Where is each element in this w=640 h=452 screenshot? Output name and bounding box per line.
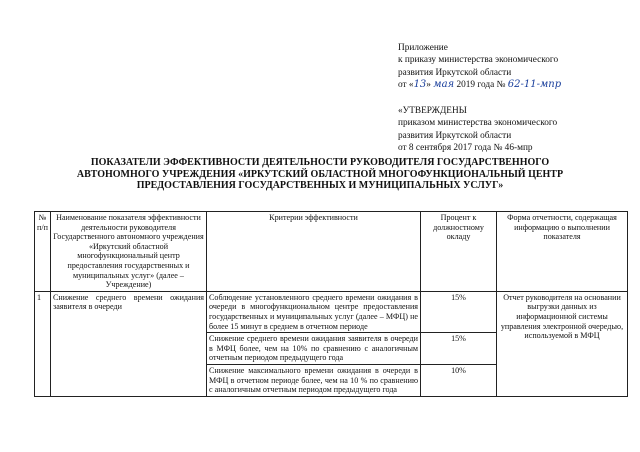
criterion-2: Снижение среднего времени ожидания заявителя в очереди в МФЦ более, чем на 10% по сравнению с аналогичным отчетным периодом предыдущего года bbox=[207, 333, 421, 365]
indicator-name: Снижение среднего времени ожидания заявителя в очереди bbox=[51, 291, 207, 396]
header-number: № п/п bbox=[35, 212, 51, 292]
appendix-line-1: Приложение bbox=[398, 43, 448, 53]
criterion-3: Снижение максимального времени ожидания в очереди в МФЦ в отчетном периоде более, чем на 10 % по сравнению с аналогичным отчетным периодом предыдущего года bbox=[207, 364, 421, 396]
appendix-date-line bbox=[398, 79, 634, 91]
handwritten-day: 13 bbox=[413, 79, 427, 91]
title-line-2: АВТОНОМНОГО УЧРЕЖДЕНИЯ «ИРКУТСКИЙ ОБЛАСТНОЙ МНОГОФУНКЦИОНАЛЬНЫЙ ЦЕНТР bbox=[76, 168, 564, 180]
criterion-2-percent: 15% bbox=[421, 333, 497, 365]
indicators-table bbox=[34, 211, 628, 397]
criterion-3-percent: 10% bbox=[421, 364, 497, 396]
header-percent: Процент к должностному окладу bbox=[421, 212, 497, 292]
appendix-block bbox=[398, 42, 634, 92]
approved-line-1: «УТВЕРЖДЕНЫ bbox=[398, 106, 467, 116]
report-form: Отчет руководителя на основании выгрузки данных из информационной системы управления электронной очередью, используемой в МФЦ bbox=[497, 291, 628, 396]
criterion-1-percent: 15% bbox=[421, 291, 497, 332]
date-prefix: от « bbox=[398, 80, 414, 91]
criterion-1: Соблюдение установленного среднего времени ожидания в очереди в многофункциональном центре предоставления государственных и муниципальных услуг (далее – МФЦ) не более 15 минут в среднем в отчетном периоде bbox=[207, 291, 421, 332]
header-criteria: Критерии эффективности bbox=[207, 212, 421, 292]
date-mid: » bbox=[426, 80, 431, 91]
handwritten-number: 62-11-мпр bbox=[507, 79, 562, 91]
approved-line-3: развития Иркутской области bbox=[398, 130, 512, 141]
approved-line-4: от 8 сентября 2017 года № 46-мпр bbox=[398, 143, 533, 154]
header-indicator-name: Наименование показателя эффективности деятельности руководителя Государственного автономного учреждения «Иркутский областной многофункциональный центр предоставления государственных и муниципальных услуг» (далее – Учреждение) bbox=[51, 212, 207, 292]
header-report-form: Форма отчетности, содержащая информацию о выполнении показателя bbox=[497, 212, 628, 292]
document-title bbox=[38, 157, 602, 192]
table-header-row bbox=[35, 212, 628, 292]
appendix-line-2: к приказу министерства экономического bbox=[398, 55, 559, 66]
year-text: 2019 года № bbox=[456, 80, 506, 91]
appendix-line-3: развития Иркутской области bbox=[398, 67, 512, 78]
approved-line-2: приказом министерства экономического bbox=[398, 118, 558, 129]
row-number: 1 bbox=[35, 291, 51, 396]
approved-block bbox=[398, 105, 634, 155]
table-row bbox=[35, 291, 628, 332]
title-line-1: ПОКАЗАТЕЛИ ЭФФЕКТИВНОСТИ ДЕЯТЕЛЬНОСТИ РУКОВОДИТЕЛЯ ГОСУДАРСТВЕННОГО bbox=[90, 157, 550, 168]
title-line-3: ПРЕДОСТАВЛЕНИЯ ГОСУДАРСТВЕННЫХ И МУНИЦИПАЛЬНЫХ УСЛУГ» bbox=[136, 180, 504, 192]
handwritten-month: мая bbox=[433, 79, 455, 91]
